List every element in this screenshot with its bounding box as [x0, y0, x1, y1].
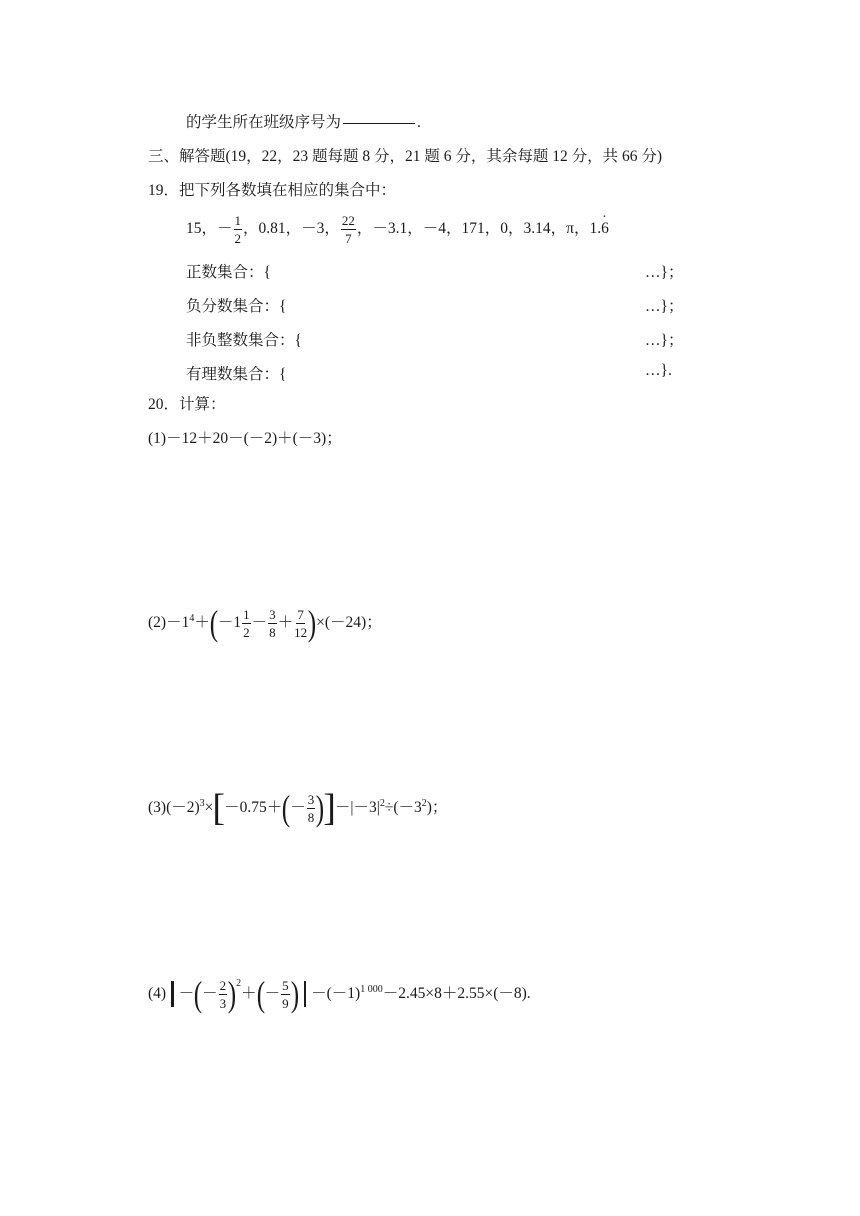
denominator: 2: [234, 231, 242, 246]
p2-exponent: 4: [189, 613, 195, 624]
p4-tail: －2.45×8＋2.55×(－8).: [382, 985, 531, 1002]
question-20-part-1: (1)－12＋20－(－2)＋(－3)；: [148, 430, 342, 447]
minus-sign: －: [178, 985, 195, 1002]
answer-blank: [343, 123, 415, 124]
minus-sign: －: [217, 220, 233, 238]
square-exponent: 2: [236, 978, 242, 989]
question-19-stem: 19．把下列各数填在相应的集合中：: [148, 182, 397, 199]
abs-bar-right: [304, 981, 307, 1007]
fraction-22-7: [341, 214, 356, 245]
left-paren: (: [209, 603, 219, 644]
denominator: 12: [294, 624, 308, 640]
p4-power: －(－1): [311, 985, 361, 1002]
term-c-sign: ＋: [277, 614, 294, 631]
fraction-3-8: [307, 793, 316, 824]
set-rational: [186, 362, 286, 384]
minus-sign-3: －: [264, 985, 281, 1002]
minus-sign-2: －: [202, 985, 218, 1002]
q18-end: .: [417, 114, 421, 131]
times-sign: ×: [204, 799, 214, 816]
numerator: 2: [219, 977, 227, 993]
set-label: 正数集合：{: [186, 264, 271, 281]
denominator: 2: [243, 624, 250, 640]
fraction-half: [234, 214, 243, 245]
number-15: 15，: [186, 220, 218, 238]
denominator: 3: [219, 995, 227, 1011]
set-negative-fraction: [186, 294, 286, 316]
fraction-2-3: [219, 979, 228, 1010]
numerator: 1: [234, 213, 242, 228]
denominator: 8: [269, 624, 276, 640]
set-label: 非负整数集合：{: [186, 332, 302, 349]
right-paren: ): [227, 974, 237, 1015]
question-19-numbers: [186, 214, 609, 245]
p3-abs: －|－3|: [334, 799, 380, 816]
set-nonnegative-integer: [186, 328, 302, 350]
term-b-sign: －: [251, 614, 268, 631]
numbers-3: ，－3.1，－4，171，0，3.14，π，1.: [356, 220, 602, 238]
numerator: 3: [307, 791, 315, 807]
p4-power-exponent: 1 000: [360, 984, 383, 995]
p3-tail-end: )；: [426, 799, 448, 816]
p3-abs-exponent: 2: [379, 798, 385, 809]
set-negative-fraction-end: …}；: [645, 298, 684, 315]
fraction-a: [242, 608, 251, 639]
p4-prefix: (4): [148, 985, 167, 1002]
term-a: －1: [217, 614, 242, 631]
question-20-part-3: [148, 779, 447, 833]
repeating-digit: · 6: [601, 215, 609, 243]
set-label: 有理数集合：{: [186, 366, 287, 383]
numbers-2: ，0.81，－3，: [243, 220, 340, 238]
denominator: 9: [282, 995, 289, 1011]
plus-sign: ＋: [241, 985, 257, 1002]
p3-tail-exponent: 2: [421, 798, 427, 809]
fraction-c: [294, 608, 307, 639]
p3-tail: ÷(－3: [384, 799, 422, 816]
left-paren: (: [193, 974, 203, 1015]
question-18-tail: [186, 113, 421, 133]
left-paren-2: (: [256, 974, 265, 1015]
fraction-5-9: [281, 979, 290, 1010]
left-bracket: [: [212, 787, 226, 830]
numerator: 22: [341, 213, 355, 228]
set-positive: [186, 260, 271, 282]
numerator: 7: [297, 606, 304, 622]
p3-prefix: (3)(－2): [148, 799, 200, 816]
right-paren-2: ): [290, 974, 299, 1015]
numerator: 3: [269, 606, 276, 622]
p2-prefix: (2)－1: [148, 614, 190, 631]
p2-suffix: ×(－24)；: [316, 614, 382, 631]
set-label: 负分数集合：{: [186, 298, 287, 315]
numerator: 5: [282, 977, 289, 993]
q18-text: 的学生所在班级序号为: [186, 114, 342, 131]
numerator: 1: [243, 606, 250, 622]
fraction-b: [268, 608, 277, 639]
question-20-part-4: [148, 960, 531, 1018]
question-20-part-2: [148, 596, 382, 646]
left-paren: (: [282, 788, 291, 829]
minus-sign: －: [290, 799, 306, 816]
denominator: 8: [307, 809, 315, 825]
right-bracket: ]: [323, 787, 336, 830]
right-paren: ): [307, 603, 317, 644]
set-rational-end: …}.: [645, 362, 672, 379]
set-nonnegative-integer-end: …}；: [645, 332, 684, 349]
question-20-stem: 20．计算：: [148, 396, 226, 413]
p3-exponent: 3: [199, 798, 205, 809]
set-positive-end: …}；: [645, 264, 684, 281]
term-a: －0.75＋: [224, 799, 283, 816]
abs-bar-left: [171, 981, 174, 1007]
plus-sign: ＋: [194, 614, 210, 631]
section-3-heading: 三、解答题(19，22，23 题每题 8 分，21 题 6 分，其余每题 12 分，共 66 分): [148, 148, 663, 165]
denominator: 7: [345, 231, 352, 246]
right-paren: ): [316, 788, 325, 829]
